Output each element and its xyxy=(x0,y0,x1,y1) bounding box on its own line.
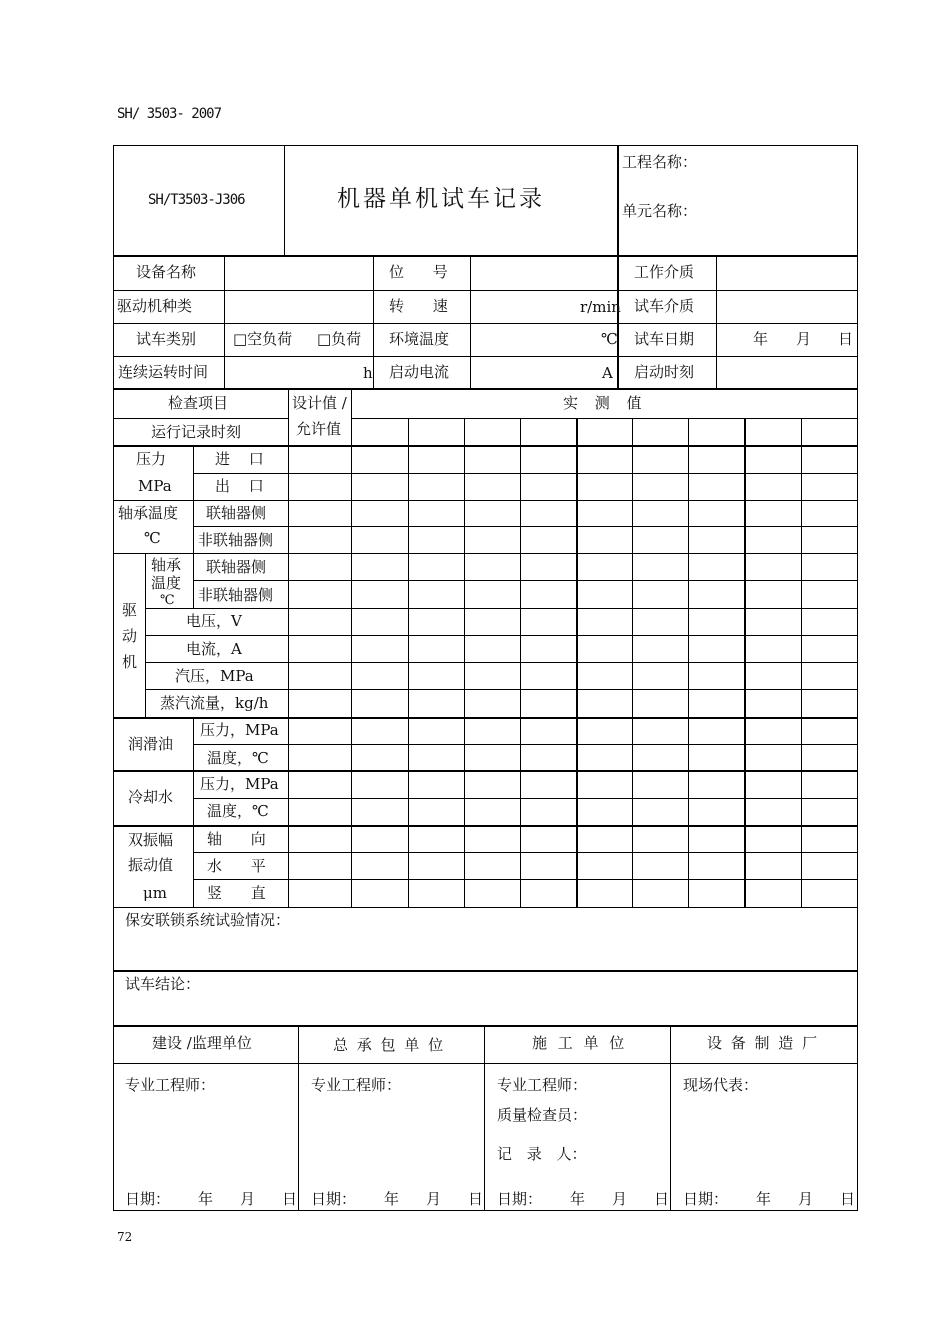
outlet-label: 出 口 xyxy=(215,477,264,495)
cooling-temp-label: 温度，℃ xyxy=(207,802,269,820)
ambient-temp-label: 环境温度 xyxy=(389,330,450,348)
grid-row xyxy=(113,500,858,501)
label-col xyxy=(193,553,194,609)
owner-unit-header: 建设 /监理单位 xyxy=(152,1034,252,1052)
grid-row xyxy=(113,907,858,908)
run-record-time-label: 运行记录时刻 xyxy=(151,423,242,441)
general-date-year: 年 xyxy=(384,1190,400,1208)
grid-row xyxy=(113,770,858,772)
section-line xyxy=(113,1025,858,1027)
manufacturer-date-year: 年 xyxy=(756,1190,772,1208)
start-time-label: 启动时刻 xyxy=(634,363,695,381)
col-line xyxy=(716,256,717,389)
grid-col xyxy=(408,418,409,908)
construction-date-month: 月 xyxy=(612,1190,628,1208)
voltage-label: 电压，V xyxy=(186,612,242,630)
grid-row xyxy=(193,580,858,581)
project-name-label: 工程名称： xyxy=(622,153,698,171)
grid-col xyxy=(801,418,802,908)
speed-label: 转 速 xyxy=(389,297,448,315)
manufacturer-date-month: 月 xyxy=(798,1190,814,1208)
axial-label: 轴 向 xyxy=(207,830,266,848)
non-coupling-side-label: 非联轴器侧 xyxy=(198,531,274,549)
test-date-label: 试车日期 xyxy=(634,330,695,348)
test-date-year: 年 xyxy=(753,330,769,348)
start-current-label: 启动电流 xyxy=(389,363,450,381)
driver-bearing-label-2: 温度 xyxy=(151,574,182,592)
driver-label-3: 机 xyxy=(122,653,138,671)
lube-temp-label: 温度，℃ xyxy=(207,749,269,767)
site-representative-label: 现场代表： xyxy=(683,1076,759,1094)
col-line xyxy=(373,256,374,389)
grid-col xyxy=(351,389,352,908)
horizontal-label: 水 平 xyxy=(207,857,266,875)
driver-label-1: 驱 xyxy=(122,601,138,619)
driver-non-coupling-side-label: 非联轴器侧 xyxy=(198,586,274,604)
driver-bearing-label-1: 轴承 xyxy=(151,556,182,574)
vibration-label-1: 双振幅 xyxy=(128,831,174,849)
sign-col xyxy=(298,1026,299,1211)
general-date-label: 日期： xyxy=(311,1190,357,1208)
owner-date-label: 日期： xyxy=(125,1190,171,1208)
owner-date-year: 年 xyxy=(198,1190,214,1208)
quality-inspector-label: 质量检查员： xyxy=(497,1106,588,1124)
grid-row xyxy=(193,798,858,799)
construction-engineer-label: 专业工程师： xyxy=(497,1076,588,1094)
owner-date-day: 日 xyxy=(282,1190,298,1208)
test-category-label: 试车类别 xyxy=(136,330,197,348)
bearing-temp-label: 轴承温度 xyxy=(118,504,179,522)
driver-bearing-label-3: ℃ xyxy=(160,593,175,608)
grid-col xyxy=(464,418,465,908)
grid-row xyxy=(113,717,858,719)
grid-row xyxy=(145,635,858,636)
sign-line xyxy=(113,1063,858,1064)
cooling-water-label: 冷却水 xyxy=(128,788,174,806)
grid-row xyxy=(193,526,858,527)
temp-unit: ℃ xyxy=(601,330,618,348)
general-contractor-header: 总 承 包 单 位 xyxy=(333,1036,444,1054)
test-date-day: 日 xyxy=(838,330,854,348)
vibration-label-2: 振动值 xyxy=(128,856,174,874)
cooling-pressure-label: 压力，MPa xyxy=(200,775,279,793)
grid-row xyxy=(193,852,858,853)
current-unit: A xyxy=(602,364,613,382)
lube-oil-label: 润滑油 xyxy=(128,735,174,753)
grid-row xyxy=(193,879,858,880)
measured-value-header: 实 测 值 xyxy=(563,394,642,412)
grid-row xyxy=(113,418,289,419)
general-date-day: 日 xyxy=(468,1190,484,1208)
grid-col xyxy=(520,418,521,908)
owner-engineer-label: 专业工程师： xyxy=(125,1076,216,1094)
lube-pressure-label: 压力，MPa xyxy=(200,721,279,739)
page-title: 机器单机试车记录 xyxy=(337,186,545,212)
hour-unit: h xyxy=(363,364,373,382)
owner-date-month: 月 xyxy=(240,1190,256,1208)
document-standard-header: SH/ 3503- 2007 xyxy=(117,106,222,122)
construction-unit-header: 施 工 单 位 xyxy=(532,1034,625,1052)
driver-coupling-side-label: 联轴器侧 xyxy=(206,558,267,576)
form-code: SH/T3503-J306 xyxy=(148,192,245,208)
grid-row xyxy=(193,473,858,474)
coupling-side-label: 联轴器侧 xyxy=(206,504,267,522)
grid-row xyxy=(145,662,858,663)
frame-right xyxy=(857,145,858,1211)
design-value-header-2: 允许值 xyxy=(296,420,342,438)
title-divider-1 xyxy=(284,145,285,255)
frame-left xyxy=(113,145,114,1211)
frame-bottom xyxy=(113,1210,858,1211)
pressure-unit: MPa xyxy=(138,477,172,495)
vibration-unit: μm xyxy=(143,884,167,902)
grid-row xyxy=(352,418,858,419)
test-date-month: 月 xyxy=(796,330,812,348)
general-date-month: 月 xyxy=(426,1190,442,1208)
grid-row xyxy=(113,825,858,827)
construction-date-day: 日 xyxy=(654,1190,670,1208)
manufacturer-header: 设 备 制 造 厂 xyxy=(707,1034,818,1052)
general-engineer-label: 专业工程师： xyxy=(311,1076,402,1094)
unit-name-label: 单元名称： xyxy=(622,202,698,220)
grid-row xyxy=(113,445,858,447)
construction-date-year: 年 xyxy=(570,1190,586,1208)
bearing-temp-unit: ℃ xyxy=(144,529,161,547)
col-line xyxy=(617,256,619,389)
continuous-time-label: 连续运转时间 xyxy=(118,363,209,381)
manufacturer-date-label: 日期： xyxy=(683,1190,729,1208)
grid-col xyxy=(688,418,689,908)
load-checkbox[interactable]: □负荷 xyxy=(317,330,362,348)
grid-row xyxy=(113,553,858,554)
grid-col xyxy=(576,418,578,908)
construction-date-label: 日期： xyxy=(497,1190,543,1208)
working-medium-label: 工作介质 xyxy=(634,263,695,281)
check-item-header: 检查项目 xyxy=(168,394,229,412)
driver-type-label: 驱动机种类 xyxy=(117,297,193,315)
title-divider-2 xyxy=(617,145,619,255)
grid-col xyxy=(744,418,746,908)
steam-flow-label: 蒸汽流量，kg/h xyxy=(160,694,269,712)
position-label: 位 号 xyxy=(389,263,448,281)
grid-row xyxy=(145,689,858,690)
manufacturer-date-day: 日 xyxy=(840,1190,856,1208)
col-line xyxy=(224,256,225,389)
no-load-checkbox[interactable]: □空负荷 xyxy=(233,330,293,348)
section-line xyxy=(113,970,858,972)
grid-row xyxy=(193,744,858,745)
current-label: 电流，A xyxy=(186,640,242,658)
speed-unit: r/min xyxy=(580,298,621,316)
driver-label-2: 动 xyxy=(122,627,138,645)
page-number: 72 xyxy=(117,1230,133,1244)
grid-col xyxy=(288,389,289,908)
conclusion-label: 试车结论： xyxy=(125,975,201,993)
grid-row xyxy=(145,608,858,609)
safety-interlock-label: 保安联锁系统试验情况： xyxy=(125,911,291,929)
test-medium-label: 试车介质 xyxy=(634,297,695,315)
steam-pressure-label: 汽压，MPa xyxy=(175,667,254,685)
grid-col xyxy=(632,418,633,908)
recorder-label: 记 录 人： xyxy=(497,1145,587,1163)
pressure-label: 压力 xyxy=(136,450,167,468)
frame-top xyxy=(113,145,858,146)
sign-col xyxy=(670,1026,671,1211)
vertical-label: 竖 直 xyxy=(207,884,266,902)
equipment-name-label: 设备名称 xyxy=(136,263,197,281)
col-line xyxy=(470,256,471,389)
sign-col xyxy=(484,1026,485,1211)
design-value-header-1: 设计值 / xyxy=(292,394,347,412)
inlet-label: 进 口 xyxy=(215,450,264,468)
